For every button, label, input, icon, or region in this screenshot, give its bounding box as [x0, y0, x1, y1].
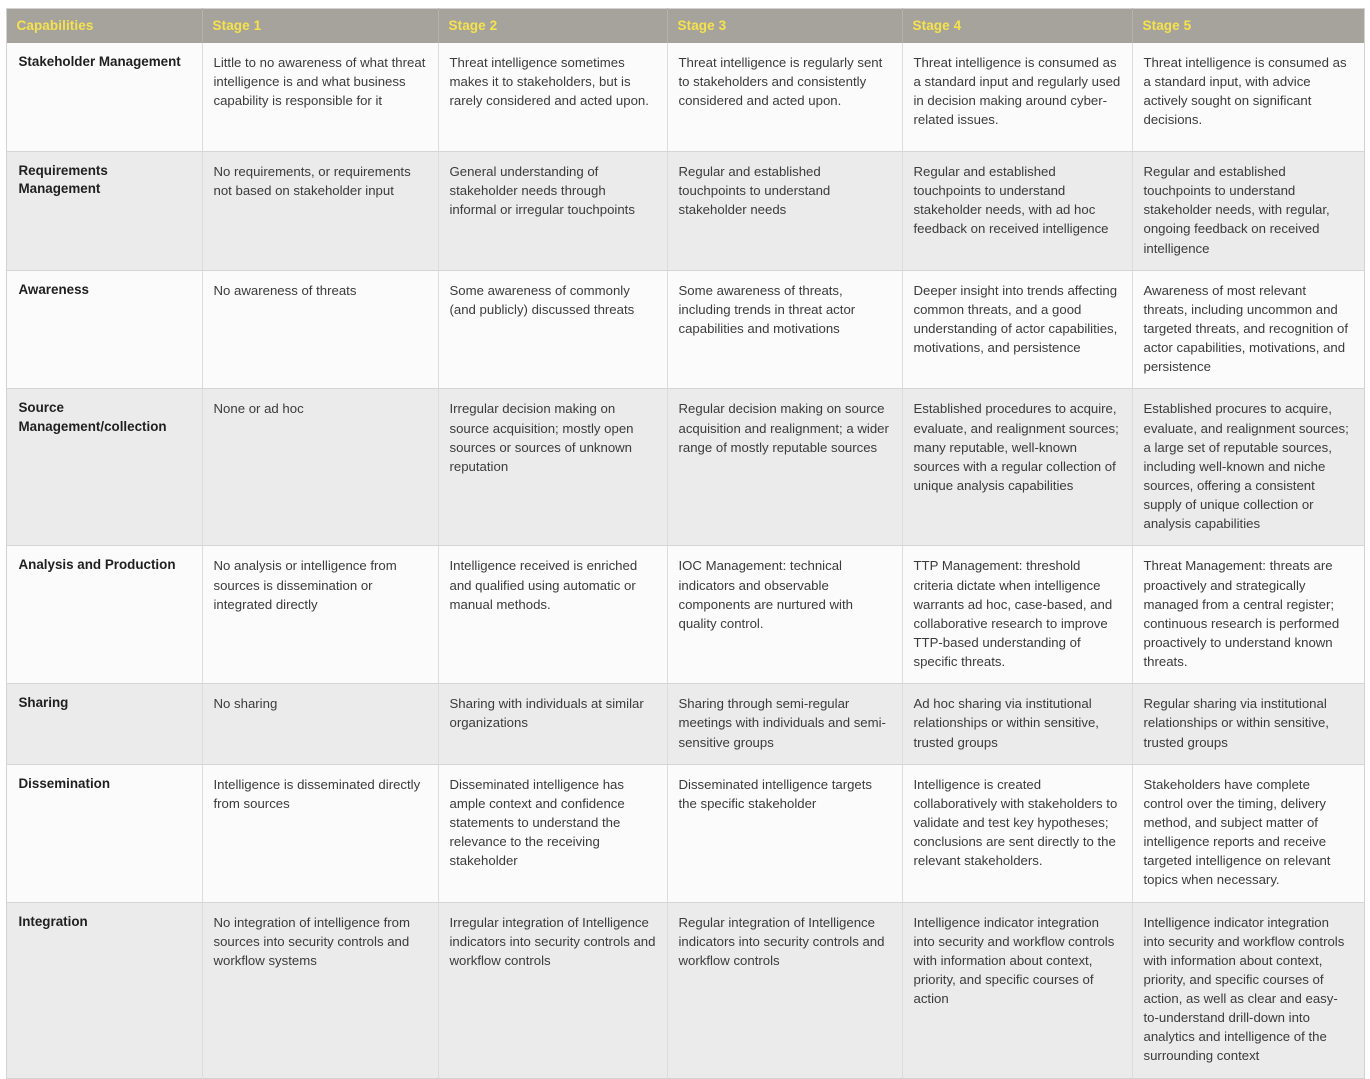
- cell-stage-5: Intelligence indicator integration into security and workflow controls with information about context, priority, and specific courses of action, as well as clear and easy-to-understand drill-down into analytics and intelligence of the surrounding context: [1132, 902, 1364, 1078]
- cell-stage-3: Sharing through semi-regular meetings with individuals and semi-sensitive groups: [667, 684, 902, 764]
- threat-intelligence-maturity-table: [6, 8, 1365, 1079]
- cell-stage-5: Stakeholders have complete control over the timing, delivery method, and subject matter of intelligence reports and receive targeted intelligence on relevant topics when necessary.: [1132, 764, 1364, 902]
- cell-stage-2: Irregular decision making on source acquisition; mostly open sources or sources of unknown reputation: [438, 389, 667, 546]
- column-header-stage-5: Stage 5: [1132, 9, 1364, 44]
- table-row: [6, 389, 1364, 546]
- cell-stage-4: Threat intelligence is consumed as a standard input and regularly used in decision making around cyber-related issues.: [902, 43, 1132, 152]
- cell-stage-3: Some awareness of threats, including trends in threat actor capabilities and motivations: [667, 270, 902, 389]
- cell-stage-3: Regular integration of Intelligence indicators into security controls and workflow controls: [667, 902, 902, 1078]
- cell-stage-4: TTP Management: threshold criteria dictate when intelligence warrants ad hoc, case-based, and collaborative research to improve TTP-based understanding of specific threats.: [902, 546, 1132, 684]
- cell-stage-5: Awareness of most relevant threats, including uncommon and targeted threats, and recognition of actor capabilities, motivations, and persistence: [1132, 270, 1364, 389]
- capability-label: Dissemination: [6, 764, 202, 902]
- cell-stage-5: Regular sharing via institutional relationships or within sensitive, trusted groups: [1132, 684, 1364, 764]
- cell-stage-2: Intelligence received is enriched and qualified using automatic or manual methods.: [438, 546, 667, 684]
- cell-stage-2: Some awareness of commonly (and publicly) discussed threats: [438, 270, 667, 389]
- cell-stage-1: No sharing: [202, 684, 438, 764]
- cell-stage-1: Little to no awareness of what threat intelligence is and what business capability is responsible for it: [202, 43, 438, 152]
- capability-label: Source Management/collection: [6, 389, 202, 546]
- column-header-stage-2: Stage 2: [438, 9, 667, 44]
- capability-label: Requirements Management: [6, 152, 202, 271]
- cell-stage-4: Regular and established touchpoints to understand stakeholder needs, with ad hoc feedback on received intelligence: [902, 152, 1132, 271]
- table-row: [6, 684, 1364, 764]
- capability-label: Integration: [6, 902, 202, 1078]
- column-header-stage-4: Stage 4: [902, 9, 1132, 44]
- cell-stage-1: No awareness of threats: [202, 270, 438, 389]
- header-row: [6, 9, 1364, 44]
- cell-stage-3: IOC Management: technical indicators and observable components are nurtured with quality control.: [667, 546, 902, 684]
- capability-label: Awareness: [6, 270, 202, 389]
- table-row: [6, 43, 1364, 152]
- table-header: [6, 9, 1364, 44]
- cell-stage-2: Sharing with individuals at similar organizations: [438, 684, 667, 764]
- cell-stage-3: Threat intelligence is regularly sent to stakeholders and consistently considered and acted upon.: [667, 43, 902, 152]
- cell-stage-2: Disseminated intelligence has ample context and confidence statements to understand the relevance to the receiving stakeholder: [438, 764, 667, 902]
- table-body: [6, 43, 1364, 1078]
- cell-stage-4: Intelligence indicator integration into security and workflow controls with information about context, priority, and specific courses of action: [902, 902, 1132, 1078]
- table-row: [6, 152, 1364, 271]
- cell-stage-5: Established procures to acquire, evaluate, and realignment sources; a large set of reputable sources, including well-known and niche sources, offering a consistent supply of unique collection or analysis capabilities: [1132, 389, 1364, 546]
- cell-stage-2: General understanding of stakeholder needs through informal or irregular touchpoints: [438, 152, 667, 271]
- cell-stage-3: Regular decision making on source acquisition and realignment; a wider range of mostly reputable sources: [667, 389, 902, 546]
- capability-label: Analysis and Production: [6, 546, 202, 684]
- column-header-stage-3: Stage 3: [667, 9, 902, 44]
- cell-stage-5: Threat Management: threats are proactively and strategically managed from a central register; continuous research is performed proactively to understand known threats.: [1132, 546, 1364, 684]
- cell-stage-1: No requirements, or requirements not based on stakeholder input: [202, 152, 438, 271]
- cell-stage-4: Intelligence is created collaboratively with stakeholders to validate and test key hypotheses; conclusions are sent directly to the relevant stakeholders.: [902, 764, 1132, 902]
- cell-stage-4: Ad hoc sharing via institutional relationships or within sensitive, trusted groups: [902, 684, 1132, 764]
- table-row: [6, 764, 1364, 902]
- cell-stage-2: Irregular integration of Intelligence indicators into security controls and workflow controls: [438, 902, 667, 1078]
- cell-stage-3: Disseminated intelligence targets the specific stakeholder: [667, 764, 902, 902]
- cell-stage-2: Threat intelligence sometimes makes it to stakeholders, but is rarely considered and acted upon.: [438, 43, 667, 152]
- cell-stage-1: None or ad hoc: [202, 389, 438, 546]
- cell-stage-5: Threat intelligence is consumed as a standard input, with advice actively sought on significant decisions.: [1132, 43, 1364, 152]
- cell-stage-1: No integration of intelligence from sources into security controls and workflow systems: [202, 902, 438, 1078]
- cell-stage-1: Intelligence is disseminated directly from sources: [202, 764, 438, 902]
- table-row: [6, 902, 1364, 1078]
- cell-stage-5: Regular and established touchpoints to understand stakeholder needs, with regular, ongoing feedback on received intelligence: [1132, 152, 1364, 271]
- table-row: [6, 270, 1364, 389]
- cell-stage-4: Deeper insight into trends affecting common threats, and a good understanding of actor capabilities, motivations, and persistence: [902, 270, 1132, 389]
- table-row: [6, 546, 1364, 684]
- column-header-capabilities: Capabilities: [6, 9, 202, 44]
- capability-label: Sharing: [6, 684, 202, 764]
- capability-label: Stakeholder Management: [6, 43, 202, 152]
- cell-stage-3: Regular and established touchpoints to understand stakeholder needs: [667, 152, 902, 271]
- cell-stage-4: Established procedures to acquire, evaluate, and realignment sources; many reputable, well-known sources with a regular collection of unique analysis capabilities: [902, 389, 1132, 546]
- column-header-stage-1: Stage 1: [202, 9, 438, 44]
- cell-stage-1: No analysis or intelligence from sources is dissemination or integrated directly: [202, 546, 438, 684]
